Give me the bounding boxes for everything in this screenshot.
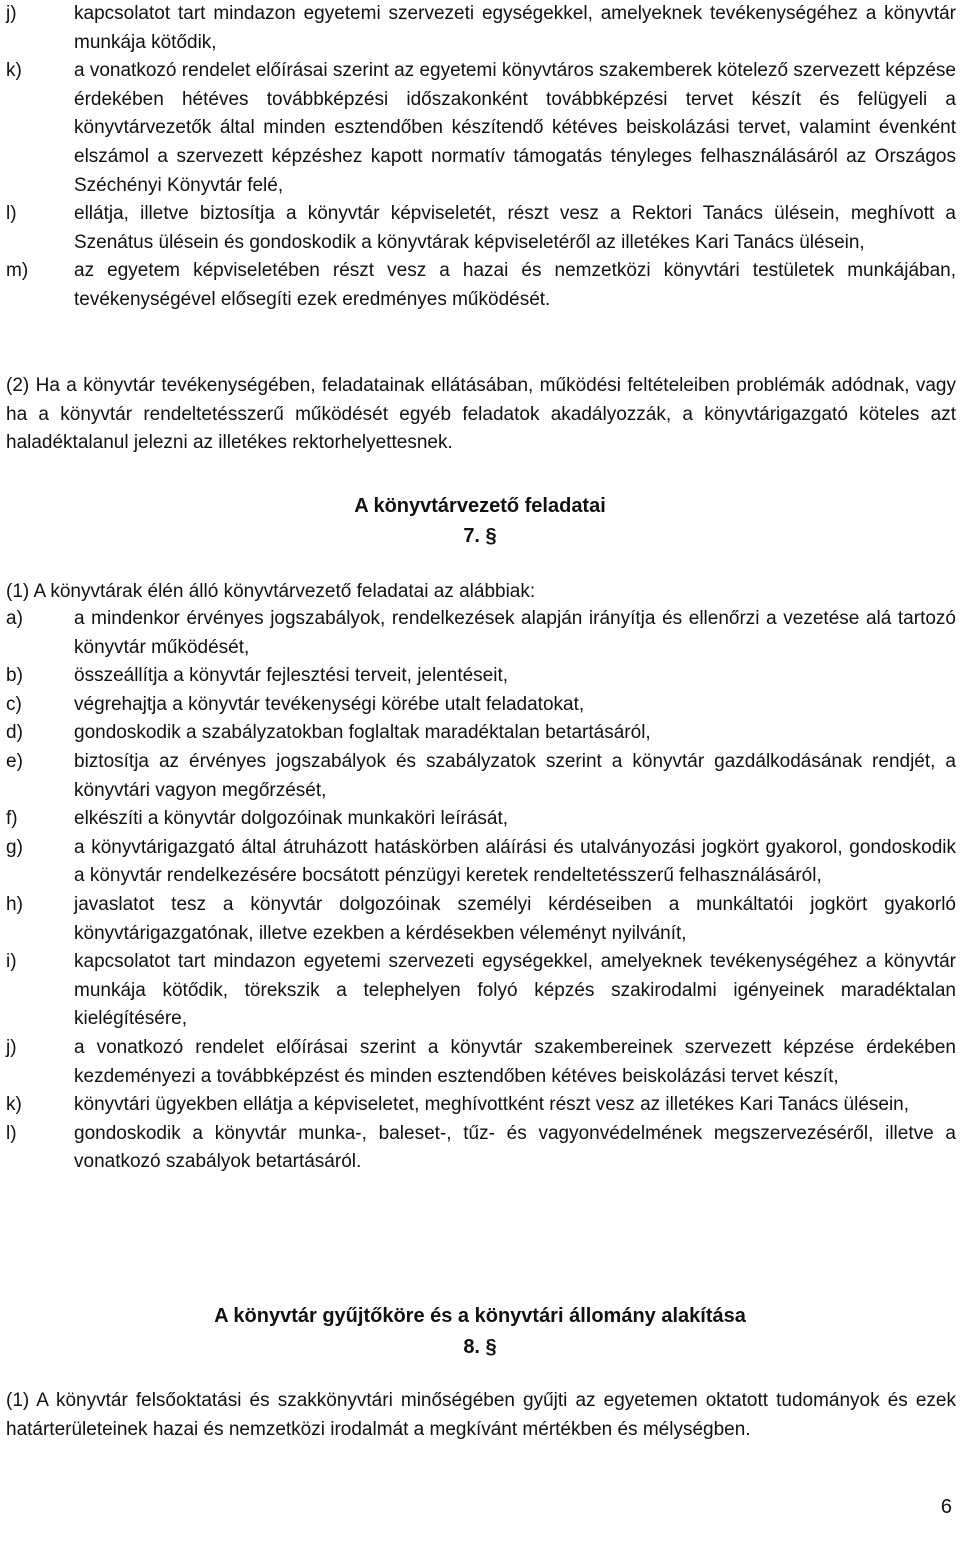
- item-text: végrehajtja a könyvtár tevékenységi körébe utalt feladatokat,: [74, 693, 585, 715]
- item-text: a vonatkozó rendelet előírásai szerint a könyvtár szakembereinek szervezett képzése érdekében kezdeményezi a továbbképzést és minden esztendőben kétéves beiskolázási tervet készít,: [74, 1036, 956, 1087]
- item-label: e): [6, 750, 23, 772]
- item-text: a könyvtárigazgató által átruházott hatáskörben aláírási és utalványozási jogkört gyakorol, gondoskodik a könyvtár rendelkezésére bocsátott pénzügyi keretek rendeltetésszerű felhasználásáról,: [74, 836, 956, 887]
- list-item: [6, 805, 956, 834]
- list-item: [6, 0, 956, 57]
- list-item: [6, 834, 956, 891]
- item-text: könyvtári ügyekben ellátja a képviseletet, meghívottként részt vesz az illetékes Kari Tanács ülésein,: [74, 1094, 910, 1116]
- item-label: k): [6, 60, 22, 82]
- item-label: h): [6, 893, 23, 915]
- item-label: a): [6, 608, 23, 629]
- item-text: javaslatot tesz a könyvtár dolgozóinak személyi kérdéseiben a munkáltatói jogkört gyakorló könyvtárigazgatónak, illetve ezekben a kérdésekben véleményt nyilvánít,: [74, 893, 956, 944]
- list-item: [6, 57, 956, 200]
- item-text: ellátja, illetve biztosítja a könyvtár képviseletét, részt vesz a Rektori Tanács ülésein, meghívott a Szenátus ülésein és gondoskodik a könyvtárak képviseletéről az illetékes Kari Tanács ülésein,: [74, 203, 956, 253]
- item-label: m): [6, 260, 29, 282]
- item-text: kapcsolatot tart mindazon egyetemi szervezeti egységekkel, amelyeknek tevékenységéhez a könyvtár munkája kötődik,: [74, 3, 956, 53]
- paragraph-2: (2) Ha a könyvtár tevékenységében, feladatainak ellátásában, működési feltételeiben problémák adódnak, vagy ha a könyvtár rendeltetésszerű működését egyéb feladatok akadályozzák, a könyvtárigazgató köteles azt haladéktalanul jelezni az illetékes rektorhelyettesnek.: [6, 375, 956, 453]
- item-label: i): [6, 951, 17, 973]
- item-text: a mindenkor érvényes jogszabályok, rendelkezések alapján irányítja és ellenőrzi a vezetése alá tartozó könyvtár működését,: [74, 608, 956, 658]
- item-label: l): [6, 203, 17, 225]
- page-number: 6: [940, 1496, 952, 1518]
- section-8-title: A könyvtár gyűjtőköre és a könyvtári állomány alakítása: [214, 1305, 746, 1327]
- item-text: az egyetem képviseletében részt vesz a hazai és nemzetközi könyvtári testületek munkájában, tevékenységével elősegíti ezek eredményes működését.: [74, 260, 956, 310]
- section-8-number: 8. §: [463, 1336, 497, 1358]
- item-label: j): [6, 3, 17, 24]
- section-7-list: [6, 605, 956, 1177]
- item-text: biztosítja az érvényes jogszabályok és szabályzatok szerint a könyvtár gazdálkodásának rendjét, a könyvtári vagyon megőrzését,: [74, 750, 956, 801]
- section-7-intro: (1) A könyvtárak élén álló könyvtárvezető feladatai az alábbiak:: [6, 581, 536, 602]
- item-label: l): [6, 1122, 17, 1144]
- item-text: összeállítja a könyvtár fejlesztési terveit, jelentéseit,: [74, 665, 509, 687]
- list-item: [6, 691, 956, 720]
- list-item: [6, 748, 956, 805]
- item-text: gondoskodik a szabályzatokban foglaltak maradéktalan betartásáról,: [74, 722, 651, 744]
- list-item: [6, 257, 956, 314]
- item-label: b): [6, 665, 23, 687]
- item-label: j): [6, 1036, 17, 1058]
- list-item: [6, 200, 956, 257]
- item-label: g): [6, 836, 23, 858]
- list-item: [6, 662, 956, 691]
- section-7-number: 7. §: [463, 525, 497, 547]
- item-label: d): [6, 722, 23, 744]
- list-item: [6, 891, 956, 948]
- top-list: [6, 0, 956, 315]
- list-item: [6, 1034, 956, 1091]
- item-text: kapcsolatot tart mindazon egyetemi szervezeti egységekkel, amelyeknek tevékenységéhez a könyvtár munkája kötődik, törekszik a telephelyen folyó képzés szakirodalmi igényeinek maradéktalan kielégítésére,: [74, 951, 956, 1030]
- list-item: [6, 1120, 956, 1177]
- item-text: gondoskodik a könyvtár munka-, baleset-, tűz- és vagyonvédelmének megszervezéséről, illetve a vonatkozó szabályok betartásáról.: [74, 1122, 956, 1173]
- list-item: [6, 948, 956, 1034]
- item-text: a vonatkozó rendelet előírásai szerint az egyetemi könyvtáros szakemberek kötelező szervezett képzése érdekében hétéves továbbképzési időszakonként továbbképzési tervet készít és felügyeli a könyvtárvezetők által minden esztendőben készítendő kétéves beiskolázási tervet, valamint évenként elszámol a szervezett képzéshez kapott normatív támogatás tényleges felhasználásáról az Országos Széchényi Könyvtár felé,: [74, 60, 956, 196]
- list-item: [6, 605, 956, 662]
- item-label: c): [6, 693, 22, 715]
- section-7-title: A könyvtárvezető feladatai: [354, 495, 606, 517]
- item-label: f): [6, 808, 18, 830]
- list-item: [6, 719, 956, 748]
- list-item: [6, 1091, 956, 1120]
- item-text: elkészíti a könyvtár dolgozóinak munkaköri leírását,: [74, 808, 509, 830]
- item-label: k): [6, 1094, 22, 1116]
- section-8-paragraph: (1) A könyvtár felsőoktatási és szakkönyvtári minőségében gyűjti az egyetemen oktatott tudományok és ezek határterületeinek hazai és nemzetközi irodalmát a megkívánt mértékben és mélységben.: [6, 1390, 956, 1440]
